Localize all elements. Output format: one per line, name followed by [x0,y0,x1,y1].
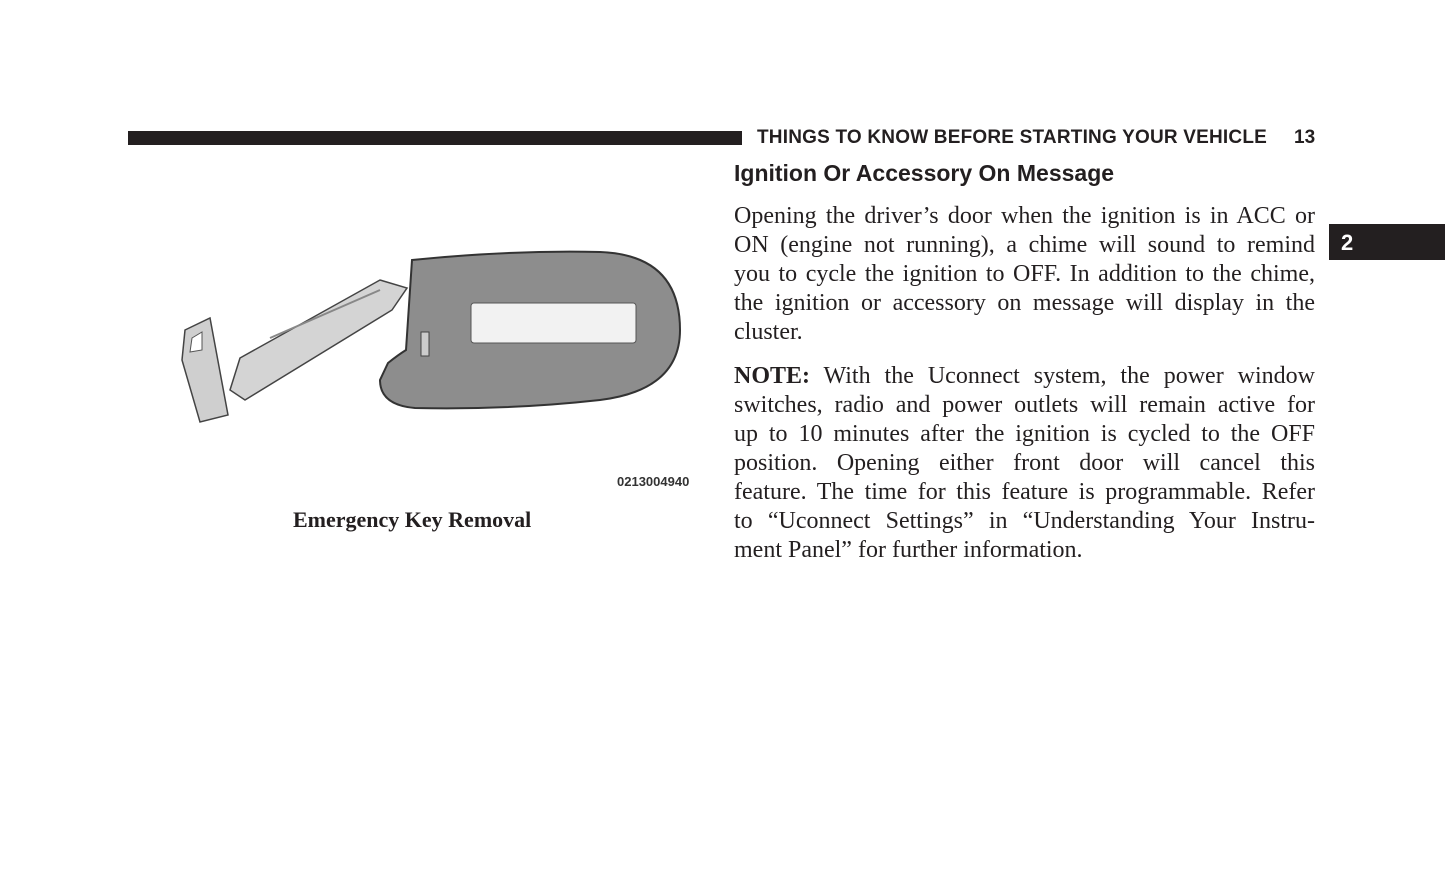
paragraph-ignition-message [734,202,1315,347]
page-number: 13 [1294,127,1316,148]
figure-caption: Emergency Key Removal [293,507,532,532]
text-line: the ignition or accessory on message will display in the [734,290,1315,316]
emergency-key-blade [182,280,407,422]
note-label: NOTE: [734,363,811,389]
key-fob-body [380,252,680,409]
text-line: ON (engine not running), a chime will sound to remind [734,232,1315,258]
key-fob-illustration [130,160,710,500]
text-line: feature. The time for this feature is programmable. Refer [734,479,1315,505]
running-header: THINGS TO KNOW BEFORE STARTING YOUR VEHICLE [757,127,1268,148]
text-line: Opening the driver’s door when the ignition is in ACC or [734,203,1315,229]
note-paragraph [734,362,1315,565]
text-line: cluster. [734,319,803,345]
text-line: to “Uconnect Settings” in “Understanding Your Instru- [734,508,1315,534]
section-heading: Ignition Or Accessory On Message [734,160,1115,186]
chapter-tab [1329,224,1445,260]
header-rule [128,131,742,145]
text-line: switches, radio and power outlets will remain active for [734,392,1315,418]
figure-code: 0213004940 [617,474,690,489]
text-line: ment Panel” for further information. [734,537,1083,563]
text-line: you to cycle the ignition to OFF. In addition to the chime, [734,261,1315,287]
text-line [734,362,1315,391]
chapter-number: 2 [1341,230,1354,255]
note-text: With the Uconnect system, the power window [810,363,1315,389]
text-line: position. Opening either front door will cancel this [734,450,1315,476]
text-line: up to 10 minutes after the ignition is cycled to the OFF [734,421,1315,447]
